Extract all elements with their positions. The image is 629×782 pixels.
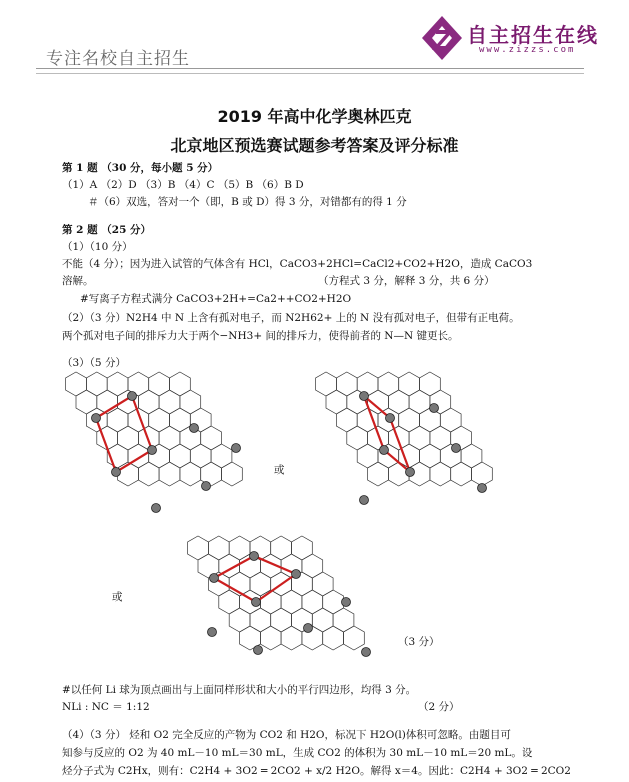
hex-cell xyxy=(138,462,159,486)
hex-cell xyxy=(312,572,333,596)
q1-note: ＃（6）双选，答对一个（即，B 或 D）得 3 分，对错都有的得 1 分 xyxy=(88,196,407,208)
hex-cell xyxy=(472,462,493,486)
li-atom xyxy=(250,552,259,561)
or-label-1: 或 xyxy=(274,464,285,476)
hex-cell xyxy=(316,372,337,396)
li-atom xyxy=(208,628,217,637)
hex-cell xyxy=(107,372,128,396)
hex-cell xyxy=(170,372,191,396)
hex-cell xyxy=(170,444,191,468)
hex-cell xyxy=(357,444,378,468)
hex-cell xyxy=(420,372,441,396)
li-atom xyxy=(478,484,487,493)
hex-cell xyxy=(250,608,271,632)
q2-p3-note: #以任何 Li 球为顶点画出与上面同样形状和大小的平行四边形，均得 3 分。 xyxy=(62,684,417,696)
hex-cell xyxy=(333,608,354,632)
hex-cell xyxy=(399,408,420,432)
hex-cell xyxy=(180,390,201,414)
hex-cell xyxy=(451,462,472,486)
hex-cell xyxy=(302,554,323,578)
li-atom xyxy=(342,598,351,607)
q2-p4-line2: 知参与反应的 O2 为 40 mL－10 mL＝30 mL，生成 CO2 的体积为 30 mL－10 mL＝20 mL。设 xyxy=(62,747,533,759)
li-atom xyxy=(252,598,261,607)
li-atom xyxy=(430,404,439,413)
hex-cell xyxy=(201,426,222,450)
hex-cell xyxy=(208,536,229,560)
hex-cell xyxy=(188,536,209,560)
hex-cell xyxy=(302,590,323,614)
lattice-figure-2 xyxy=(306,368,526,518)
hex-cell xyxy=(107,408,128,432)
hex-cell xyxy=(159,390,180,414)
q2-p1-line1: 不能（4 分）；因为进入试管的气体含有 HCl，CaCO3+2HCl=CaCl2+CO2+H2O，造成 CaCO3 xyxy=(62,258,533,270)
header-rule-thin xyxy=(36,73,584,74)
hex-cell xyxy=(159,462,180,486)
page-title: 2019 年高中化学奥林匹克 xyxy=(217,107,412,126)
li-atom xyxy=(360,496,369,505)
logo-text: 自主招生在线 xyxy=(467,23,599,47)
hex-cell xyxy=(211,444,232,468)
li-atom xyxy=(190,424,199,433)
hex-cell xyxy=(344,626,365,650)
lattice-figure-3 xyxy=(178,532,398,682)
q2-p1-note: #写离子方程式满分 CaCO3+2H+=Ca2++CO2+H2O xyxy=(80,293,352,305)
hex-cell xyxy=(159,426,180,450)
hex-cell xyxy=(388,426,409,450)
header-rule xyxy=(36,68,584,69)
hex-cell xyxy=(281,626,302,650)
li-atom xyxy=(406,468,415,477)
hex-cell xyxy=(461,444,482,468)
q2-p1-label: （1）（10 分） xyxy=(62,241,133,253)
hex-cell xyxy=(229,536,250,560)
hex-cell xyxy=(138,390,159,414)
q1-heading: 第 1 题 （30 分，每小题 5 分） xyxy=(62,162,219,174)
hex-cell xyxy=(222,462,243,486)
q2-p2-line2: 两个孤对电子间的排斥力大于两个−NH3+ 间的排斥力，使得前者的 N—N 键更长。 xyxy=(62,330,459,342)
page-subtitle: 北京地区预选赛试题参考答案及评分标准 xyxy=(170,136,459,155)
hex-cell xyxy=(180,462,201,486)
q2-p4-line3: 烃分子式为 C2Hx，则有：C2H4 + 3O2 ═ 2CO2 + x/2 H2O。解得 x＝4。因此：C2H4 + 3O2 ═ 2CO2 xyxy=(62,765,571,777)
hex-cell xyxy=(409,390,430,414)
header-slogan: 专注名校自主招生 xyxy=(46,49,190,69)
li-atom xyxy=(128,392,137,401)
q1-answers: （1）A （2）D （3）B （4）C （5）B （6）B D xyxy=(62,179,304,191)
hex-cell xyxy=(323,626,344,650)
q2-p4-line1: （4）（3 分） 烃和 O2 完全反应的产物为 CO2 和 H2O，标况下 H2O(l)体积可忽略。由题目可 xyxy=(62,729,511,741)
li-atom xyxy=(360,392,369,401)
hex-cell xyxy=(281,590,302,614)
hex-cell xyxy=(388,390,409,414)
li-atom xyxy=(380,446,389,455)
li-atom xyxy=(202,482,211,491)
q2-p3-label: （3）（5 分） xyxy=(62,357,126,369)
unit-cell-outline xyxy=(364,396,410,472)
q2-p3-score: （3 分） xyxy=(398,636,440,648)
li-atom xyxy=(292,570,301,579)
li-atom xyxy=(304,624,313,633)
li-atom xyxy=(152,504,161,513)
hex-cell xyxy=(149,408,170,432)
hex-cell xyxy=(378,372,399,396)
hex-cell xyxy=(118,426,139,450)
hex-cell xyxy=(368,462,389,486)
li-atom xyxy=(112,468,121,477)
hex-cell xyxy=(260,590,281,614)
hex-cell xyxy=(357,372,378,396)
hex-cell xyxy=(323,590,344,614)
hex-cell xyxy=(86,372,107,396)
hex-cell xyxy=(326,390,347,414)
hex-cell xyxy=(420,444,441,468)
hex-cell xyxy=(149,372,170,396)
li-atom xyxy=(362,648,371,657)
logo-url: www.zizzs.com xyxy=(479,45,576,55)
hex-cell xyxy=(66,372,87,396)
hex-cell xyxy=(440,408,461,432)
hex-cell xyxy=(347,426,368,450)
hex-cell xyxy=(336,372,357,396)
hex-cell xyxy=(250,572,271,596)
hex-cell xyxy=(76,390,97,414)
hex-cell xyxy=(128,444,149,468)
li-atom xyxy=(148,446,157,455)
or-label-2: 或 xyxy=(112,591,123,603)
q2-p2-line1: （2）（3 分）N2H4 中 N 上含有孤对电子，而 N2H62+ 上的 N 没有孤对电子，但带有正电荷。 xyxy=(62,312,520,324)
li-atom xyxy=(452,444,461,453)
q2-ratio-score: （2 分） xyxy=(418,701,460,713)
li-atom xyxy=(386,414,395,423)
hex-cell xyxy=(170,408,191,432)
hex-cell xyxy=(399,372,420,396)
unit-cell-outline xyxy=(214,556,296,602)
hex-cell xyxy=(271,536,292,560)
hex-cell xyxy=(229,608,250,632)
hex-cell xyxy=(336,408,357,432)
hex-cell xyxy=(312,608,333,632)
li-atom xyxy=(232,444,241,453)
li-atom xyxy=(210,574,219,583)
hex-cell xyxy=(430,462,451,486)
q2-p1-score: （方程式 3 分，解释 3 分，共 6 分） xyxy=(318,275,495,287)
hex-cell xyxy=(292,536,313,560)
hex-cell xyxy=(219,590,240,614)
hex-cell xyxy=(271,608,292,632)
hex-cell xyxy=(430,426,451,450)
hex-cell xyxy=(260,626,281,650)
q2-ratio: NLi : NC ＝ 1:12 xyxy=(62,701,150,713)
unit-cell-outline xyxy=(96,396,152,472)
lattice-figure-1 xyxy=(56,368,276,518)
li-atom xyxy=(92,414,101,423)
hex-cell xyxy=(409,426,430,450)
q2-heading: 第 2 题 （25 分） xyxy=(62,224,152,236)
q2-p1-line2: 溶解。 xyxy=(62,275,94,287)
hex-cell xyxy=(190,444,211,468)
li-atom xyxy=(254,646,263,655)
